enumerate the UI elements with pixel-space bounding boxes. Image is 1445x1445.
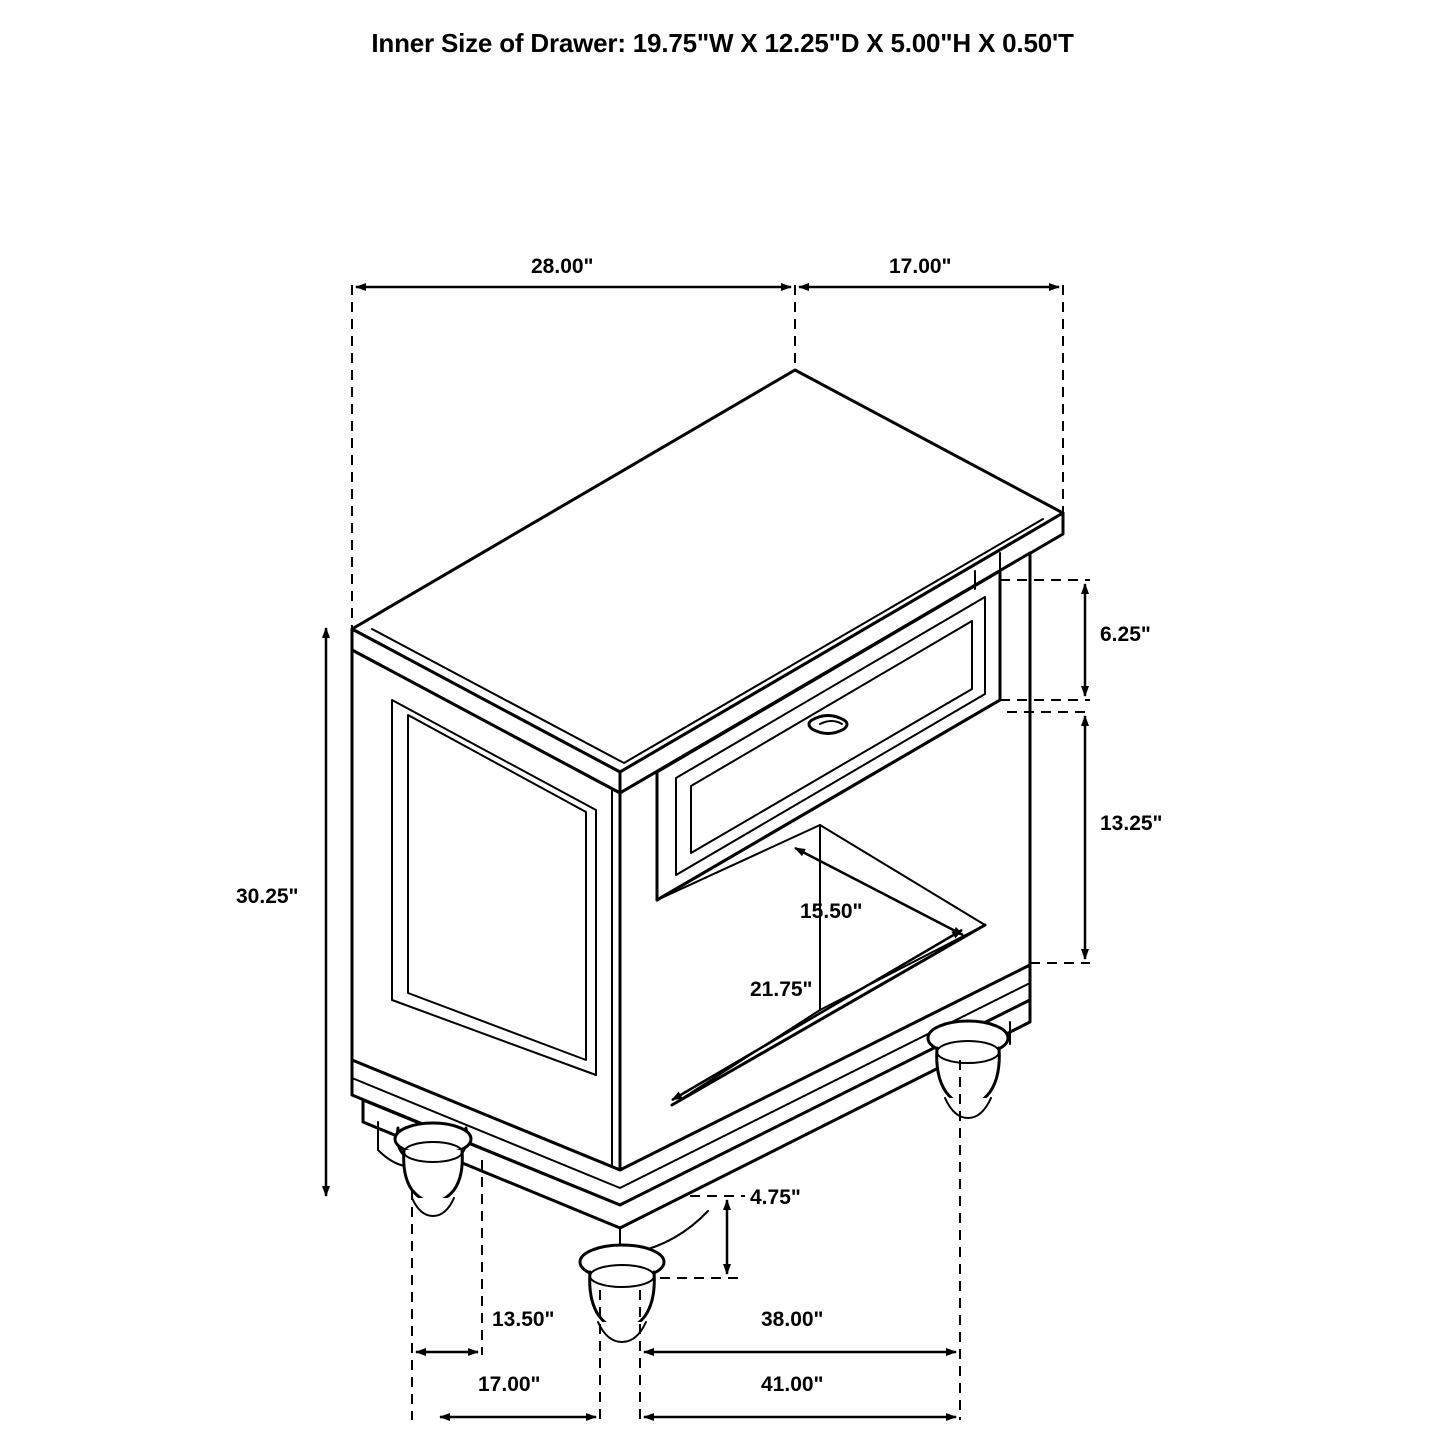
- page-title: Inner Size of Drawer: 19.75"W X 12.25"D X 5.00"H X 0.50'T: [371, 28, 1074, 58]
- dim-label-overall-height: 30.25": [236, 885, 299, 908]
- dim-label-foot-spread-outer: 17.00": [478, 1373, 541, 1396]
- dim-label-shelf-depth: 15.50": [800, 900, 863, 923]
- dim-label-base-depth: 38.00": [761, 1308, 824, 1331]
- dim-label-top-width-left: 28.00": [531, 255, 594, 278]
- dim-label-base-width-total: 41.00": [761, 1373, 824, 1396]
- dim-label-drawer-front-height: 6.25": [1100, 623, 1151, 646]
- dim-label-lower-opening-height: 13.25": [1100, 812, 1163, 835]
- dim-label-leg-clearance: 4.75": [750, 1186, 801, 1209]
- dim-label-foot-spread-inner: 13.50": [492, 1308, 555, 1331]
- dim-label-top-width-right: 17.00": [889, 255, 952, 278]
- dim-label-lower-rail-width: 21.75": [750, 978, 813, 1001]
